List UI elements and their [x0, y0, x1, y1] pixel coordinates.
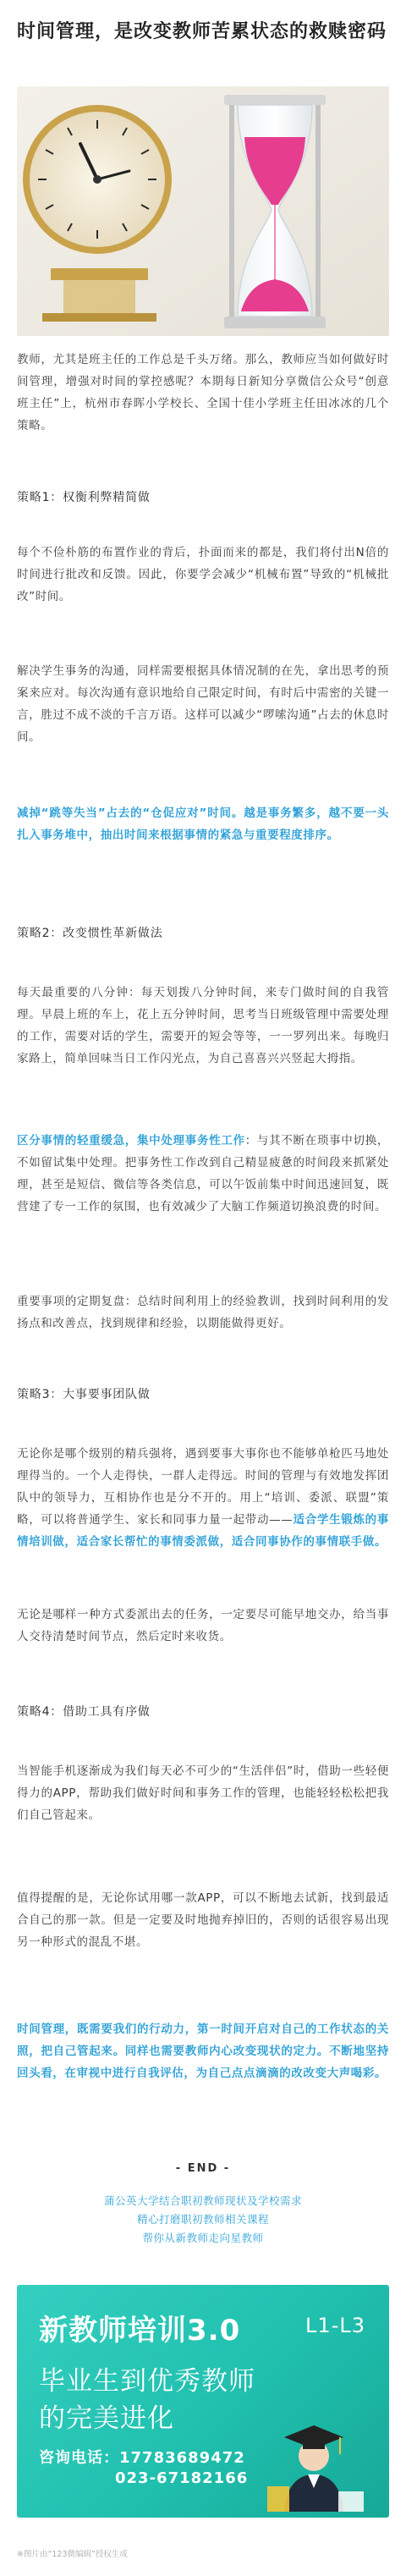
banner-subtitle-1: 毕业生到优秀教师: [39, 2366, 255, 2397]
section-2-paragraph-3: 重要事项的定期复盘：总结时间利用上的经验教训，找到时间利用的发扬点和改善点，找到规律和经验，以期能做得更好。: [17, 1295, 389, 1330]
training-banner[interactable]: [17, 2285, 389, 2518]
section-3-paragraph-1: [17, 1443, 389, 1553]
section-3-highlight: 适合学生锻炼的事情培训做，适合家长帮忙的事情委派做，适合同事协作的事情联手做。: [17, 1513, 389, 1549]
section-2-highlight-lead: 区分事情的轻重缓急，集中处理事务性工作: [17, 1134, 245, 1148]
hero-photo: [17, 86, 389, 336]
banner-phone-1: 17783689472: [119, 2449, 245, 2467]
section-2-paragraph-2: [17, 1130, 389, 1218]
section-2-heading: 策略2：改变惯性革新做法: [17, 927, 163, 940]
section-4-highlight: 时间管理，既需要我们的行动力，第一时间开启对自己的工作状态的关照，把自己管起来。同样也需要教师内心改变现状的定力。不断地坚持回头看，在审视中进行自我评估，为自己点点滴滴的改改变大声喝彩。: [17, 2023, 389, 2080]
section-4-paragraph-1: 当智能手机逐渐成为我们每天必不可少的“生活伴侣”时，借助一些轻便得力的APP，帮助我们做好时间和事务工作的管理，也能轻轻松松把我们自己管起来。: [17, 1764, 389, 1822]
section-3-lead: 无论你是哪个级别的精兵强将，遇到要事大事你也不能够单枪匹马地处理得当的。一个人走得快，一群人走得远。时间的管理与有效地发挥团队中的领导力，互相协作也是分不开的。用上“培训、委派、联盟”策略，可以将普通学生、家长和同事力量一起带动——: [17, 1447, 389, 1527]
section-3-heading: 策略3：大事要事团队做: [17, 1388, 151, 1401]
promo-text: [0, 2192, 406, 2248]
clock-hourglass-illustration: [17, 86, 389, 336]
banner-level: L1-L3: [305, 2314, 365, 2337]
section-2-highlight-rest: ：与其不断在琐事中切换，不如留试集中处理。把事务性工作改到自己精显疲惫的时间段来抓紧处理，甚至是短信、微信等各类信息，可以午饭前集中时间迅速回复，既营建了专一工作的氛围，也有效减少了大脑工作频道切换浪费的时间。: [17, 1134, 389, 1214]
section-4-heading: 策略4：借助工具有序做: [17, 1705, 151, 1719]
graduate-icon: [259, 2419, 369, 2512]
intro-paragraph: 教师，尤其是班主任的工作总是千头万绪。那么，教师应当如何做好时间管理，增强对时间的掌控感呢？本期每日新知分享微信公众号“创意班主任”上，杭州市春晖小学校长、全国十佳小学班主任田冰冰的几个策略。: [17, 353, 389, 432]
end-marker: - END -: [175, 2162, 231, 2175]
article-title: 时间管理，是改变教师苦累状态的救赎密码: [17, 21, 387, 42]
banner-phone-label: 咨询电话：: [39, 2449, 119, 2467]
banner-title: 新教师培训3.0: [39, 2314, 241, 2348]
promo-line-3: 帮你从新教师走向星教师: [142, 2232, 264, 2244]
section-4-paragraph-2: 值得提醒的是，无论你试用哪一款APP，可以不断地去试新，找到最适合自己的那一款。但是一定要及时地抛弃掉旧的，否则的话很容易出现另一种形式的混乱不堪。: [17, 1891, 389, 1949]
section-1-paragraph-2: 解决学生事务的沟通，同样需要根据具体情况制的在先，拿出思考的预案来应对。每次沟通有意识地给自己限定时间，有时后中需密的关键一言，胜过不成不淡的千言万语。这样可以减少“啰嗦沟通”占去的休息时间。: [17, 664, 389, 744]
banner-phone-line-1: [39, 2446, 245, 2468]
banner-subtitle-2: 的完美进化: [39, 2403, 174, 2434]
section-2-paragraph-1: 每天最重要的八分钟：每天划拨八分钟时间，来专门做时间的自我管理。早晨上班的车上，花上五分钟时间，思考当日班级管理中需要处理的工作，需要对话的学生，需要开的短会等等，一一罗列出来。每晚归家路上，简单回味当日工作闪光点，为自己喜喜兴兴竖起大拇指。: [17, 986, 389, 1065]
image-credit: ※图片由“123微编辑”授权生成: [17, 2550, 128, 2559]
section-3-paragraph-2: 无论是哪样一种方式委派出去的任务，一定要尽可能早地交办，给当事人交待清楚时间节点，然后定时来收货。: [17, 1608, 389, 1643]
section-1-paragraph-1: 每个不俭朴筋的布置作业的背后，扑面而来的都是，我们将付出N倍的时间进行批改和反馈。因此，你要学会减少“机械布置”导致的“机械批改”时间。: [17, 546, 389, 603]
promo-line-1: 蒲公英大学结合职初教师现状及学校需求: [103, 2194, 302, 2207]
section-1-heading: 策略1：权衡利弊精简做: [17, 491, 151, 504]
promo-line-2: 精心打磨职初教师相关课程: [136, 2213, 269, 2226]
section-1-highlight: 减掉“跳等失当”占去的“仓促应对”时间。越是事务繁多，越不要一头扎入事务堆中，抽出时间来根据事情的紧急与重要程度排序。: [17, 806, 389, 842]
banner-phone-2: 023-67182166: [115, 2469, 249, 2487]
